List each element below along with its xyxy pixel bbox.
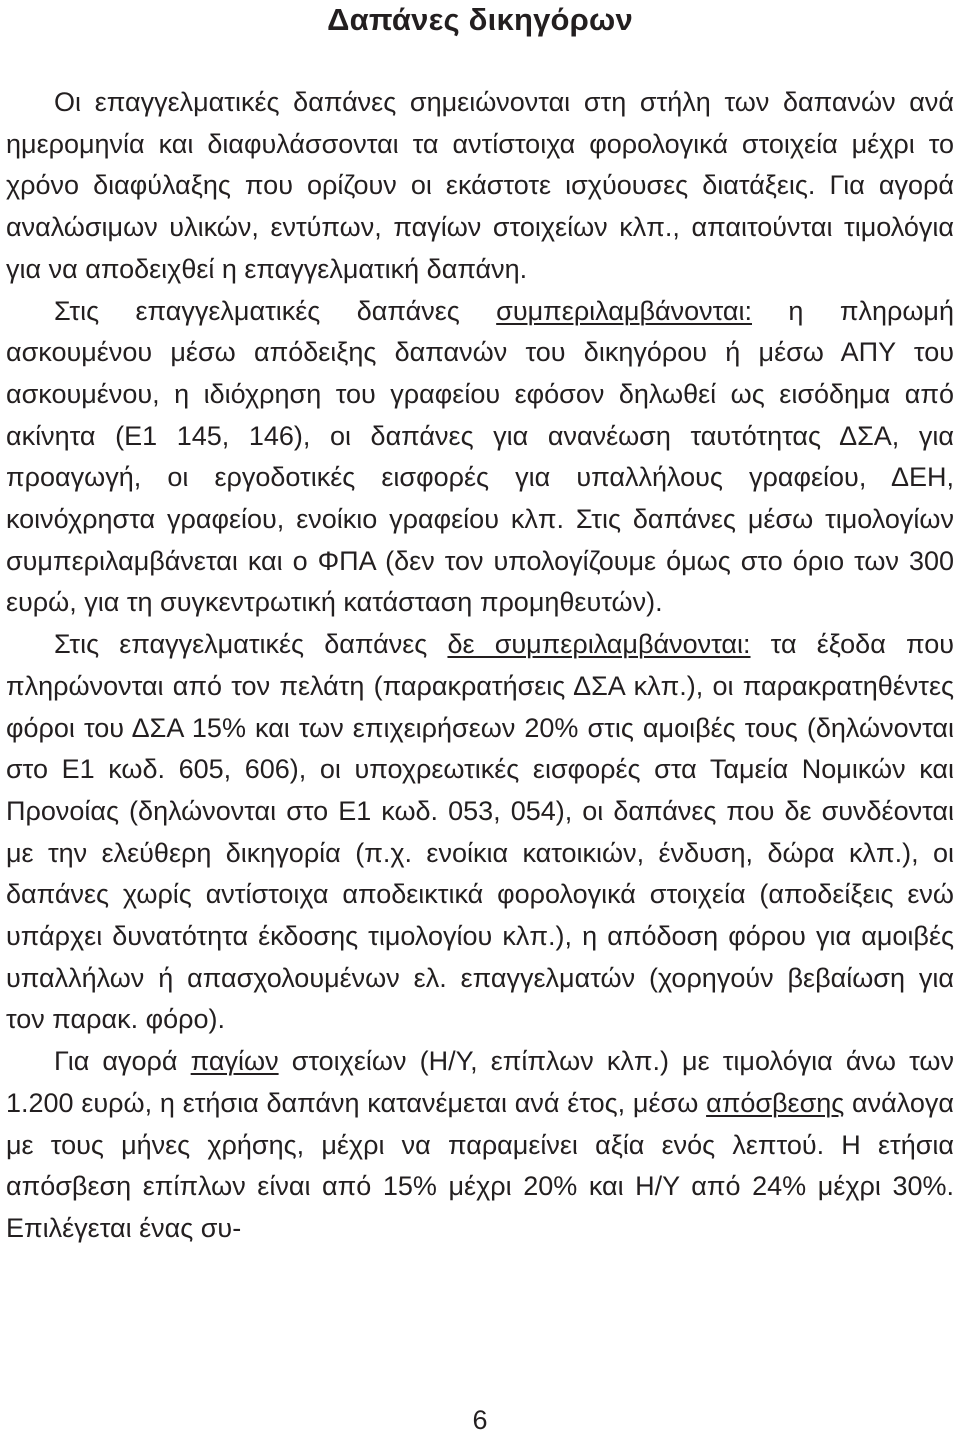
paragraph-intro: Οι επαγγελματικές δαπάνες σημειώνονται στη στήλη των δαπανών ανά ημερομηνία και διαφυλάσσονται τα αντίστοιχα φορολογικά στοιχεία μέχρι το χρόνο διαφύλαξης που ορίζουν οι εκάστοτε ισχύουσες διατάξεις. Για αγορά αναλώσιμων υλικών, εντύπων, παγίων στοιχείων κλπ., απαιτούνται τιμολόγια για να αποδειχθεί η επαγγελματική δαπάνη.	[6, 87, 954, 284]
paragraph-assets-middle: στοιχείων (Η/Υ, επίπλων κλπ.) με τιμολόγια άνω των 1.200 ευρώ, η ετήσια δαπάνη κατανέμεται ανά έτος, μέσω	[6, 1046, 954, 1118]
paragraph-excluded-rest: τα έξοδα που πληρώνονται από τον πελάτη (παρακρατήσεις ΔΣΑ κλπ.), οι παρακρατηθέντες φόροι του ΔΣΑ 15% και των επιχειρήσεων 20% στις αμοιβές τους (δηλώνονται στο Ε1 κωδ. 605, 606), οι υποχρεωτικές εισφορές στα Ταμεία Νομικών και Προνοίας (δηλώνονται στο Ε1 κωδ. 053, 054), οι δαπάνες που δε συνδέονται με την ελεύθερη δικηγορία (π.χ. ενοίκια κατοικιών, ένδυση, δώρα κλπ.), οι δαπάνες χωρίς αντίστοιχα αποδεικτικά φορολογικά στοιχεία (αποδείξεις ενώ υπάρχει δυνατότητα έκδοσης τιμολογίου κλπ.), η απόδοση φόρου για αμοιβές υπαλλήλων ή απασχολουμένων ελ. επαγγελματών (χορηγούν βεβαίωση για τον παρακ. φόρο).	[6, 629, 955, 1035]
paragraph-included-rest: η πληρωμή ασκουμένου μέσω απόδειξης δαπανών του δικηγόρου ή μέσω ΑΠΥ του ασκουμένου, η ιδιόχρηση του γραφείου εφόσον δηλωθεί ως εισόδημα από ακίνητα (Ε1 145, 146), οι δαπάνες για ανανέωση ταυτότητας ΔΣΑ, για προαγωγή, οι εργοδοτικές εισφορές για υπαλλήλους γραφείου, ΔΕΗ, κοινόχρηστα γραφείου, ενοίκιο γραφείου κλπ. Στις δαπάνες μέσω τιμολογίων συμπεριλαμβάνεται και ο ΦΠΑ (δεν τον υπολογίζουμε όμως στο όριο των 300 ευρώ, για τη συγκεντρωτική κατάσταση προμηθευτών).	[6, 295, 954, 618]
paragraph-excluded-expenses	[6, 624, 954, 1041]
page-number: 6	[472, 1405, 488, 1435]
underlined-included-term: συμπεριλαμβάνονται:	[496, 295, 752, 326]
page-title: Δαπάνες δικηγόρων	[327, 2, 633, 37]
paragraph-included-lead: Στις επαγγελματικές δαπάνες	[54, 295, 497, 326]
paragraph-included-expenses	[6, 291, 954, 625]
document-page	[6, 0, 955, 1243]
underlined-assets-term: παγίων	[190, 1046, 279, 1077]
paragraph-assets-rest: ανάλογα με τους μήνες χρήσης, μέχρι να παραμείνει αξία ενός λεπτού. Η ετήσια απόσβεση επίπλων είναι από 15% μέχρι 20% και Η/Υ από 24% μέχρι 30%. Επιλέγεται ένας συ-	[6, 1087, 954, 1243]
paragraph-assets-lead: Για αγορά	[54, 1046, 191, 1077]
underlined-depreciation-term: απόσβεσης	[706, 1087, 845, 1118]
paragraph-excluded-lead: Στις επαγγελματικές δαπάνες	[54, 629, 448, 660]
underlined-excluded-term: δε συμπεριλαμβάνονται:	[447, 629, 751, 660]
paragraph-fixed-assets	[6, 1041, 954, 1250]
body-text	[6, 82, 954, 1250]
